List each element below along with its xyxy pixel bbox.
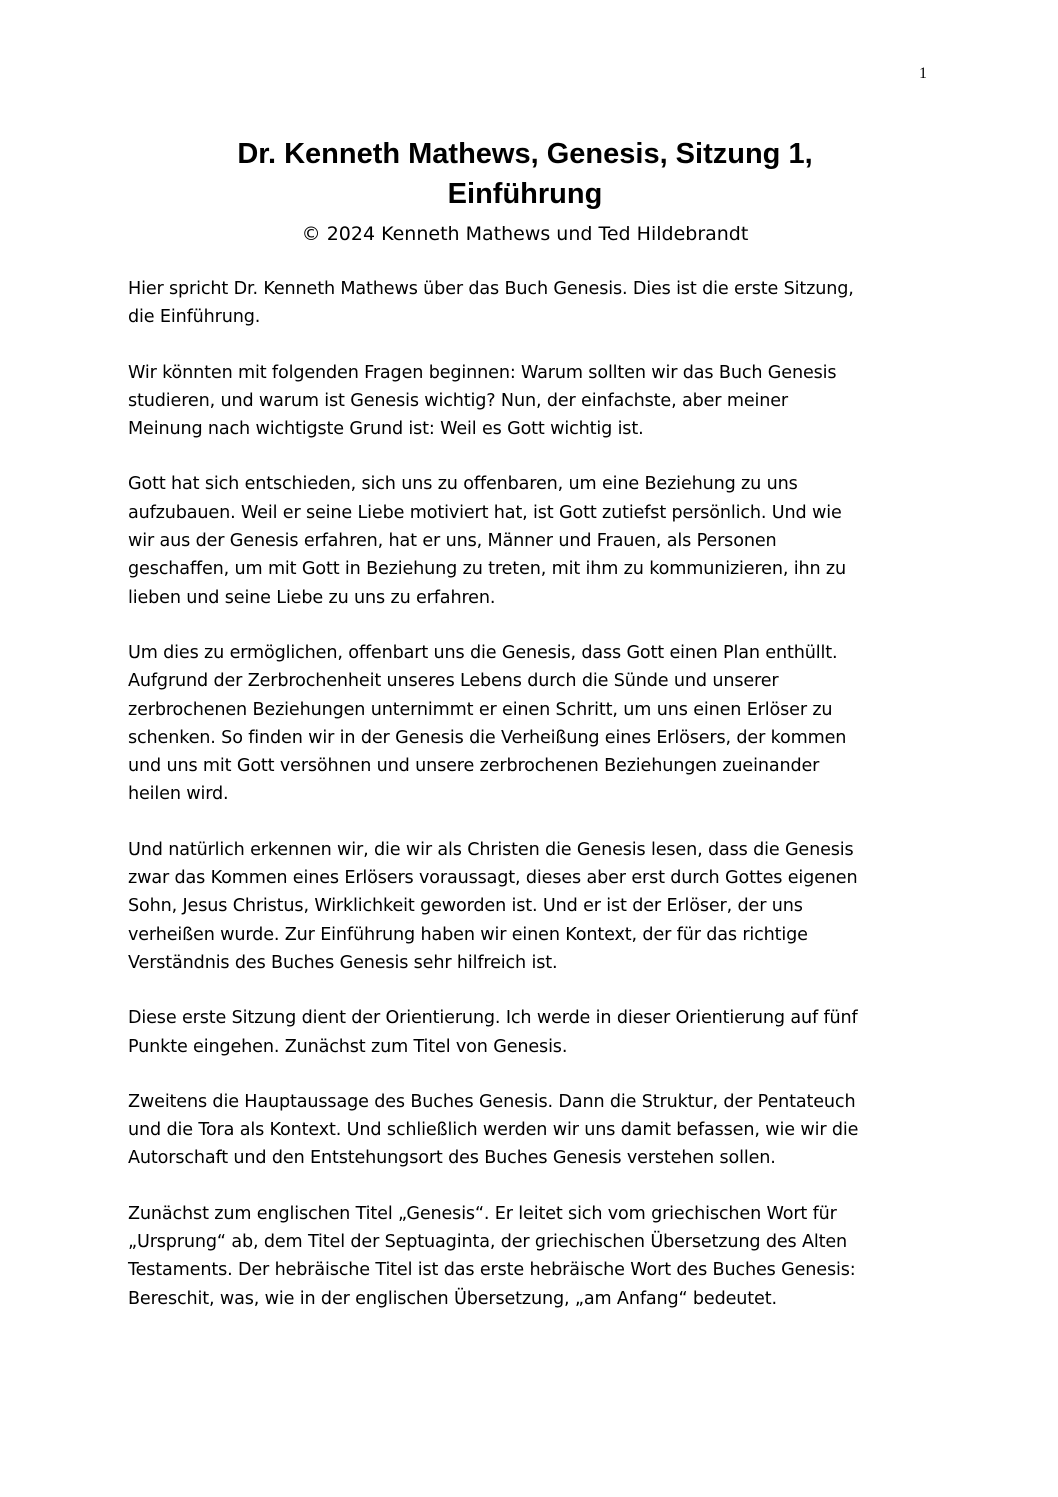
paragraph-line: und uns mit Gott versöhnen und unsere zerbrochenen Beziehungen zueinander [128,756,820,777]
paragraph-line: Zweitens die Hauptaussage des Buches Genesis. Dann die Struktur, der Pentateuch [128,1091,856,1112]
page-number: 1 [919,65,927,82]
paragraph [128,639,928,809]
paragraph-line: studieren, und warum ist Genesis wichtig? Nun, der einfachste, aber meiner [128,390,788,411]
paragraph [128,1088,928,1173]
paragraph-line: und die Tora als Kontext. Und schließlich werden wir uns damit befassen, wie wir die [128,1120,859,1141]
paragraph-line: Zunächst zum englischen Titel „Genesis“. Er leitet sich vom griechischen Wort für [128,1203,837,1224]
paragraph-line: Und natürlich erkennen wir, die wir als Christen die Genesis lesen, dass die Genesis [128,839,854,860]
paragraph-line: heilen wird. [128,784,229,805]
paragraph [128,836,928,977]
paragraph [128,1004,928,1061]
paragraph-line: Sohn, Jesus Christus, Wirklichkeit geworden ist. Und er ist der Erlöser, der uns [128,896,803,917]
paragraph-line: Um dies zu ermöglichen, offenbart uns die Genesis, dass Gott einen Plan enthüllt. [128,642,838,663]
paragraph [128,275,928,332]
paragraph [128,1200,928,1313]
paragraph [128,359,928,444]
paragraph-line: Verständnis des Buches Genesis sehr hilfreich ist. [128,952,558,973]
paragraph-line: Meinung nach wichtigste Grund ist: Weil es Gott wichtig ist. [128,419,644,440]
paragraph-line: Aufgrund der Zerbrochenheit unseres Lebens durch die Sünde und unserer [128,671,779,692]
paragraph [128,470,928,611]
paragraph-line: Autorschaft und den Entstehungsort des Buches Genesis verstehen sollen. [128,1148,776,1169]
paragraph-line: Wir könnten mit folgenden Fragen beginnen: Warum sollten wir das Buch Genesis [128,362,837,383]
paragraph-line: Gott hat sich entschieden, sich uns zu offenbaren, um eine Beziehung zu uns [128,474,798,495]
paragraph-line: zwar das Kommen eines Erlösers voraussagt, dieses aber erst durch Gottes eigenen [128,868,858,889]
paragraph-line: verheißen wurde. Zur Einführung haben wir einen Kontext, der für das richtige [128,924,808,945]
paragraph-line: Testaments. Der hebräische Titel ist das erste hebräische Wort des Buches Genesis: [128,1260,856,1281]
paragraph-line: geschaffen, um mit Gott in Beziehung zu treten, mit ihm zu kommunizieren, ihn zu [128,559,846,580]
paragraph-line: Bereschit, was, wie in der englischen Übersetzung, „am Anfang“ bedeutet. [128,1288,777,1309]
paragraph-line: die Einführung. [128,307,261,328]
title-line: Dr. Kenneth Mathews, Genesis, Sitzung 1, [237,138,813,170]
copyright-line: © 2024 Kenneth Mathews und Ted Hildebrandt [301,223,749,245]
paragraph-line: Punkte eingehen. Zunächst zum Titel von Genesis. [128,1036,568,1057]
document-body [128,275,928,1340]
paragraph-line: zerbrochenen Beziehungen unternimmt er einen Schritt, um uns einen Erlöser zu [128,699,833,720]
paragraph-line: lieben und seine Liebe zu uns zu erfahren. [128,587,496,608]
paragraph-line: schenken. So finden wir in der Genesis die Verheißung eines Erlösers, der kommen [128,727,847,748]
paragraph-line: „Ursprung“ ab, dem Titel der Septuaginta, der griechischen Übersetzung des Alten [128,1232,848,1253]
paragraph-line: Diese erste Sitzung dient der Orientierung. Ich werde in dieser Orientierung auf fünf [128,1008,858,1029]
document-title [130,134,920,214]
paragraph-line: aufzubauen. Weil er seine Liebe motiviert hat, ist Gott zutiefst persönlich. Und wie [128,502,842,523]
title-line: Einführung [447,178,603,210]
paragraph-line: Hier spricht Dr. Kenneth Mathews über das Buch Genesis. Dies ist die erste Sitzung, [128,279,854,299]
paragraph-line: wir aus der Genesis erfahren, hat er uns, Männer und Frauen, als Personen [128,531,777,552]
